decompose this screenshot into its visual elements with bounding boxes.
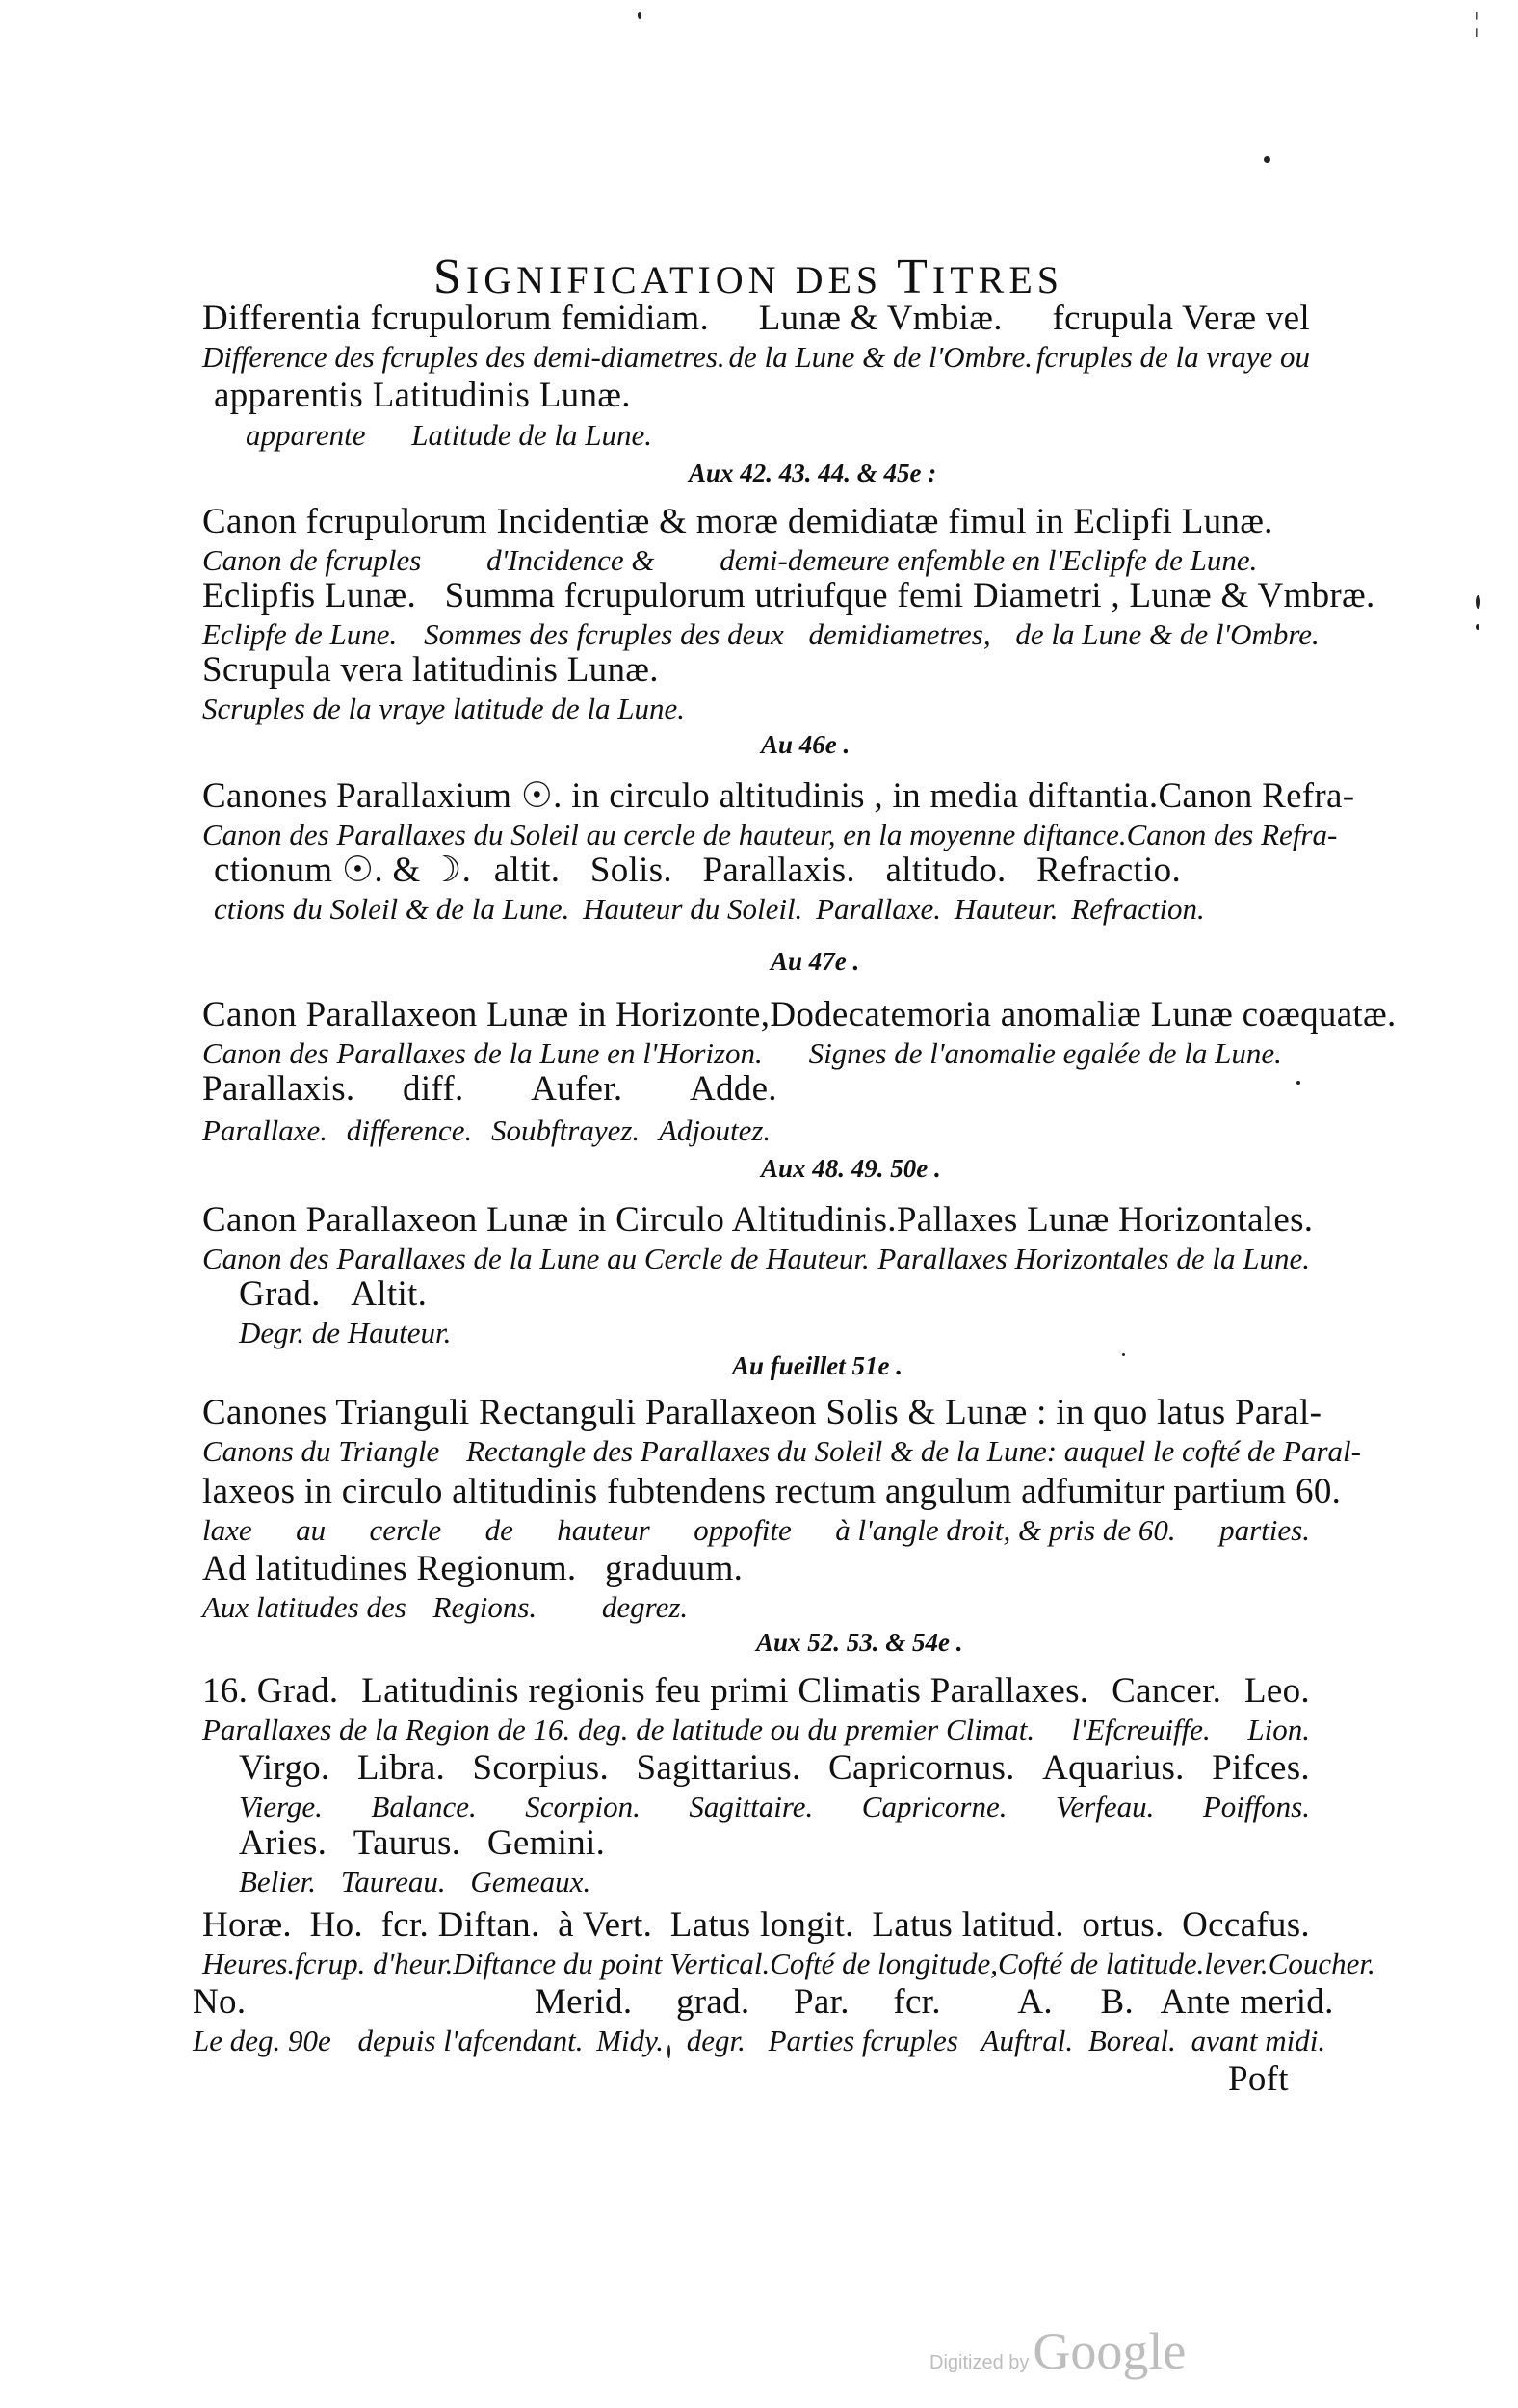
section-reference: Au 47e . (771, 947, 860, 976)
french-line: Heures. fcrup. d'heur. Diftance du point Vertical. Cofté de longitude, Cofté de latitude. lever. Coucher. (202, 1947, 1375, 1980)
latin-line: Virgo. Libra. Scorpius. Sagittarius. Capricornus. Aquarius. Pifces. (239, 1748, 1310, 1788)
french-line: Belier. Taureau. Gemeaux. (239, 1865, 591, 1898)
latin-line: Canones Trianguli Rectanguli Parallaxeon Solis & Lunæ : in quo latus Paral- (202, 1393, 1322, 1432)
latin-line: Canon Parallaxeon Lunæ in Circulo Altitudinis. Pallaxes Lunæ Horizontales. (202, 1200, 1314, 1240)
catchword: Poft (1228, 2059, 1289, 2099)
latin-line: Canon Parallaxeon Lunæ in Horizonte,Dodecatemoria anomaliæ Lunæ coæquatæ. (202, 995, 1397, 1034)
latin-line: No. Merid. grad. Par. fcr. A. B. Ante merid. (193, 1982, 1334, 2022)
section-reference: Aux 48. 49. 50e . (761, 1154, 941, 1183)
french-line: Eclipfe de Lune. Sommes des fcruples des deux demidiametres, de la Lune & de l'Ombre. (202, 617, 1320, 651)
scan-speck (1122, 1353, 1125, 1356)
latin-line: Scrupula vera latitudinis Lunæ. (202, 650, 659, 690)
google-watermark: Digitized by Google (929, 2322, 1187, 2380)
latin-line: Aries. Taurus. Gemini. (239, 1823, 606, 1863)
google-logo: Google (1033, 2322, 1187, 2380)
french-line: Canons du Triangle Rectangle des Parallaxes du Soleil & de la Lune: auquel le cofté de Paral- (202, 1434, 1361, 1468)
section-reference: Aux 52. 53. & 54e . (756, 1628, 963, 1657)
scan-speck (1476, 595, 1480, 609)
french-line: Vierge. Balance. Scorpion. Sagittaire. Capricorne. Verfeau. Poiffons. (239, 1790, 1310, 1823)
french-line: ctions du Soleil & de la Lune. Hauteur du Soleil. Parallaxe. Hauteur. Refraction. (214, 892, 1205, 926)
latin-line: Canon fcrupulorum Incidentiæ & moræ demidiatæ fimul in Eclipfi Lunæ. (202, 502, 1273, 541)
french-line: Canon des Parallaxes de la Lune en l'Horizon. Signes de l'anomalie egalée de la Lune. (202, 1036, 1282, 1070)
page-title: SIGNIFICATION DES TITRES (433, 249, 1064, 304)
scan-speck (1296, 1081, 1300, 1085)
latin-line: Grad. Altit. (239, 1274, 428, 1314)
scan-speck (667, 2045, 670, 2058)
latin-line: Eclipfis Lunæ. Summa fcrupulorum utriufque femi Diametri , Lunæ & Vmbræ. (202, 576, 1375, 615)
latin-line: apparentis Latitudinis Lunæ. (214, 376, 631, 415)
french-line: Le deg. 90e depuis l'afcendant. Midy. degr. Parties fcruples Auftral. Boreal. avant midi. (193, 2024, 1326, 2057)
scan-speck (1476, 624, 1479, 630)
french-line: apparente Latitude de la Lune. (246, 418, 653, 452)
french-line: Difference des fcruples des demi-diametres. de la Lune & de l'Ombre. fcruples de la vraye ou (202, 340, 1310, 374)
french-line: Scruples de la vraye latitude de la Lune. (202, 692, 686, 725)
latin-line: laxeos in circulo altitudinis fubtendens rectum angulum adfumitur partium 60. (202, 1472, 1342, 1511)
french-line: Parallaxe. difference. Soubftrayez. Adjoutez. (202, 1113, 772, 1147)
latin-line: Canones Parallaxium ☉. in circulo altitudinis , in media diftantia. Canon Refra- (202, 776, 1355, 816)
section-reference: Au 46e . (761, 730, 851, 759)
french-line: Canon des Parallaxes du Soleil au cercle de hauteur, en la moyenne diftance. Canon des Refra- (202, 818, 1338, 851)
corner-mark: ¦ (1474, 8, 1479, 38)
latin-line: Differentia fcrupulorum femidiam. Lunæ & Vmbiæ. fcrupula Veræ vel (202, 299, 1310, 338)
french-line: Canon des Parallaxes de la Lune au Cercle de Hauteur. Parallaxes Horizontales de la Lune. (202, 1242, 1310, 1275)
scan-speck (1264, 156, 1270, 163)
latin-line: Horæ. Ho. fcr. Diftan. à Vert. Latus longit. Latus latitud. ortus. Occafus. (202, 1905, 1310, 1945)
french-line: Parallaxes de la Region de 16. deg. de latitude ou du premier Climat. l'Efcreuiffe. Lion. (202, 1713, 1310, 1746)
latin-line: 16. Grad. Latitudinis regionis feu primi Climatis Parallaxes. Cancer. Leo. (202, 1671, 1310, 1711)
latin-line: ctionum ☉. & ☽. altit. Solis. Parallaxis. altitudo. Refractio. (214, 851, 1182, 890)
french-line: Canon de fcruples d'Incidence & demi-demeure enfemble en l'Eclipfe de Lune. (202, 543, 1258, 577)
section-reference: Au fueillet 51e . (732, 1351, 903, 1380)
section-reference: Aux 42. 43. 44. & 45e : (689, 458, 937, 487)
french-line: Aux latitudes des Regions. degrez. (202, 1590, 689, 1624)
latin-line: Parallaxis. diff. Aufer. Adde. (202, 1069, 777, 1109)
french-line: laxe au cercle de hauteur oppofite à l'angle droit, & pris de 60. parties. (202, 1513, 1310, 1547)
french-line: Degr. de Hauteur. (239, 1316, 452, 1349)
latin-line: Ad latitudines Regionum. graduum. (202, 1549, 744, 1588)
scan-speck (638, 12, 641, 19)
